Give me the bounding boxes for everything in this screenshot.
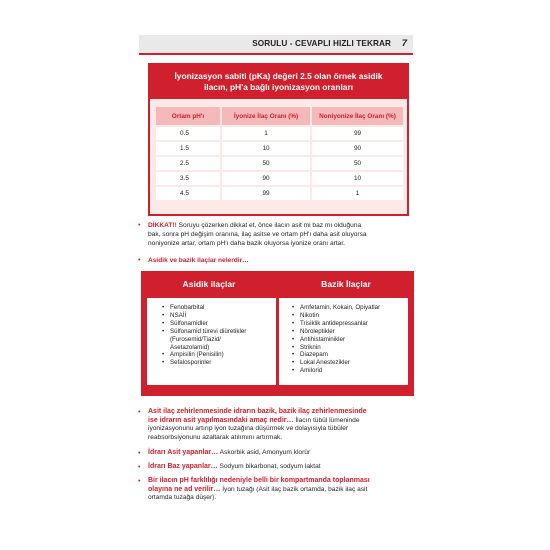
qa-alkalinizers: İdrarı Baz yapanlar… Sodyum bikarbonat, sodyum laktat [148, 463, 321, 470]
bullet-icon: • [138, 257, 141, 264]
table-cell: 3.5 [155, 171, 221, 186]
dikkat-note: DİKKAT!! Soruyu çözerken dikkat et, önce ilacın asit mi baz mı olduğuna bak, sonra pH değişim oranına, ilaç asitse ve ortam pH'ı daha asit oluyorsa noniyonize artar, ortam pH'ı daha bazik oluyorsa iyonize oranı artar. [148, 222, 367, 247]
header-title: SORULU - CEVAPLI HIZLI TEKRAR [252, 39, 391, 48]
table-cell: 1 [221, 126, 311, 141]
table-row [155, 126, 404, 141]
list-item: • Sülfonamidler [162, 319, 208, 327]
basic-list [279, 298, 408, 375]
table-cell: 99 [221, 186, 311, 201]
list-item: • Ampisilin (Penisilin) [162, 351, 224, 359]
basic-list-panel [279, 298, 408, 385]
list-item: • Amilorid [292, 367, 323, 375]
qa-ion-trap: Bir ilacın pH farklılığı nedeniyle belli bir kompartmanda toplanması olayına ne ad verilir… İyon tuzağı (Asit ilaç bazik ortamda, bazik ilaç asit ortamda tuzağa düşer). [148, 477, 370, 502]
table-cell: 10 [221, 141, 311, 156]
list-item: (Furosemid/Tiazid/ [170, 335, 222, 343]
page-number: 7 [401, 38, 407, 49]
drug-question: Asidik ve bazik ilaçlar nelerdir… [148, 257, 249, 264]
table-cell: 50 [311, 156, 404, 171]
list-item: • Antihistaminikler [292, 335, 346, 343]
table-cell: 4.5 [155, 186, 221, 201]
basic-column [278, 271, 414, 298]
list-item: • Nikotin [292, 311, 319, 319]
drug-classes-box [141, 271, 414, 396]
basic-header: Bazik İlaçlar [321, 279, 371, 289]
table-cell: 2.5 [155, 156, 221, 171]
list-item: • Striknin [292, 343, 321, 351]
list-item: • Sefalosporinler [162, 359, 212, 367]
table-cell: 0.5 [155, 126, 221, 141]
table-cell: 50 [221, 156, 311, 171]
acidic-list [147, 298, 276, 367]
column-header: Noniyonize İlaç Oranı (%) [311, 106, 404, 126]
list-item: Asetazolamid) [170, 343, 210, 351]
bullet-icon: • [138, 409, 141, 416]
qa-acidifiers: İdrarı Asit yapanlar… Askorbik asid, Amonyum klorür [148, 449, 311, 456]
list-item: • Lokal Anestezikler [292, 359, 350, 367]
list-item: • Fenobarbital [162, 304, 205, 311]
list-item: • Diazepam [292, 351, 328, 359]
table-cell: 90 [221, 171, 311, 186]
bullet-icon: • [138, 464, 141, 471]
page-header [139, 35, 413, 55]
qa-urine-ph: Asit ilaç zehirlenmesinde idrarın bazik, bazik ilaç zehirlenmesinde ise idrarın asit yapılmasındaki amaç nedir… İlacın tübül lümeninde iyonizasyonunu artırıp iyon tuzağına düşürmek ve dolayısıyla tübüler reabsorbsiyonunu azaltarak atılımını artırmak. [148, 408, 367, 441]
ionization-table [148, 63, 409, 216]
table-cell: 10 [311, 171, 404, 186]
column-header: Ortam pH'ı [155, 106, 221, 126]
acidic-column [141, 271, 277, 298]
list-item: • NSAİİ [162, 311, 187, 319]
table-cell: 90 [311, 141, 404, 156]
list-item: • Sülfonamid türevi diüretikler [162, 327, 247, 335]
column-header: İyonize İlaç Oranı (%) [221, 106, 311, 126]
list-item: • Nöroleptikler [292, 327, 335, 335]
table-row [155, 141, 404, 156]
acidic-header: Asidik ilaçlar [182, 279, 236, 289]
table-row [155, 186, 404, 201]
list-item: • Trisiklik antidepressanlar [292, 319, 368, 327]
table-header-row [155, 106, 404, 126]
acidic-list-panel [147, 298, 276, 385]
table-row [155, 156, 404, 171]
table-cell: 1 [311, 186, 404, 201]
table-cell: 99 [311, 126, 404, 141]
table-row [155, 171, 404, 186]
bullet-icon: • [138, 478, 141, 485]
bullet-icon: • [138, 450, 141, 457]
list-item: • Amfetamin, Kokain, Opiyatlar [292, 304, 381, 311]
ionization-table-caption: İyonizasyon sabiti (pKa) değeri 2.5 olan örnek asidik ilacın, pH'a bağlı iyonizasyon oranları [150, 65, 407, 99]
ionization-data [154, 105, 405, 202]
bullet-icon: • [138, 222, 141, 229]
table-cell: 1.5 [155, 141, 221, 156]
